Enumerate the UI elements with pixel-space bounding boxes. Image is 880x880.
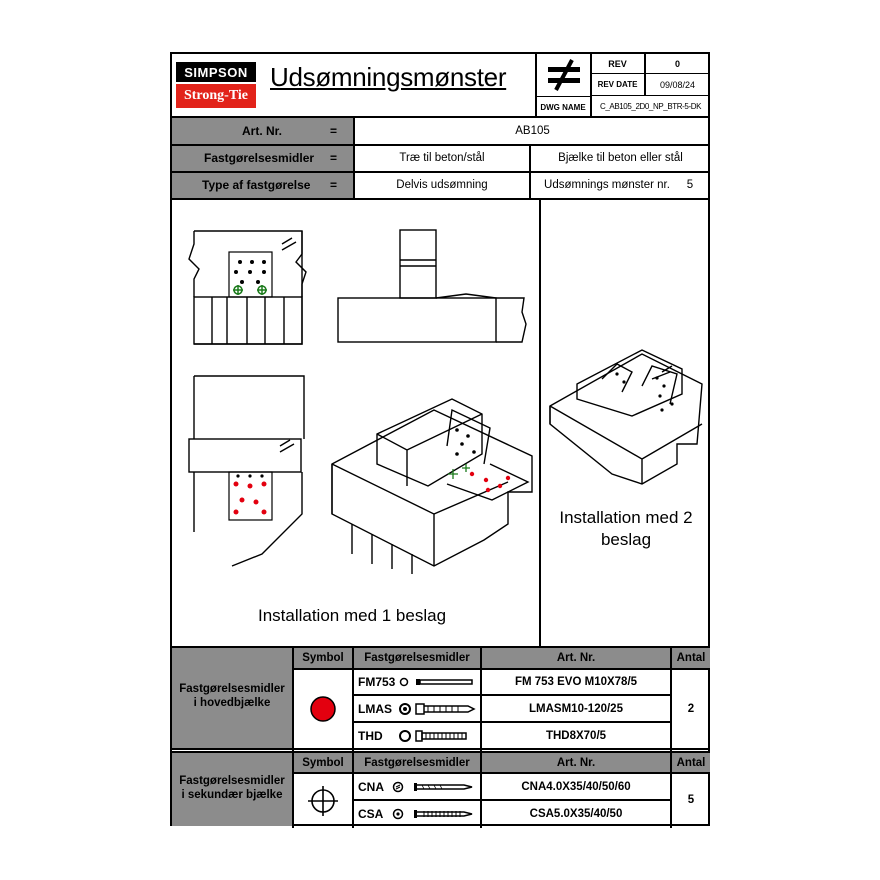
art-number: CNA4.0X35/40/50/60: [521, 780, 631, 793]
col-art: Art. Nr.: [556, 652, 596, 664]
caption-two-brackets-line2: beslag: [600, 530, 652, 549]
concrete-screw-icon: [398, 727, 476, 745]
fastener-code: CSA: [358, 806, 384, 821]
antal-secondary: 5: [687, 794, 695, 806]
fastener-code: LMAS: [358, 701, 392, 716]
rev-label: REV: [608, 58, 627, 69]
caption-one-bracket: Installation med 1 beslag: [257, 606, 447, 625]
pattern-number: 5: [686, 179, 694, 191]
bracket-holes: [234, 260, 266, 284]
pattern-label: Udsømnings mønster nr.: [544, 179, 670, 191]
nail-icon: [390, 778, 476, 796]
type-value: Delvis udsømning: [396, 179, 488, 191]
type-label: Type af fastgørelse: [202, 178, 311, 192]
red-dot-icon: [308, 694, 338, 724]
screw-anchor-icon: [398, 700, 476, 718]
col-symbol: Symbol: [302, 756, 344, 769]
art-nr-label: Art. Nr.: [242, 124, 283, 138]
art-number: THD8X70/5: [545, 729, 607, 742]
anchor-bolt-icon: [398, 674, 476, 690]
fastener-code: CNA: [358, 779, 384, 794]
col-symbol: Symbol: [302, 652, 344, 664]
equals-sign: =: [330, 151, 338, 165]
fastgorelse-right: Bjælke til beton eller stål: [558, 152, 683, 164]
wood-screw-icon: [390, 805, 476, 823]
art-number: LMASM10-120/25: [529, 702, 623, 715]
fastgorelse-left: Træ til beton/stål: [399, 152, 485, 164]
art-nr-value: AB105: [515, 125, 550, 137]
col-fasteners: Fastgørelsesmidler: [364, 652, 470, 664]
fastgorelse-label: Fastgørelsesmidler: [204, 151, 315, 165]
green-crosshair-icon: [306, 784, 340, 818]
secondary-group-label-1: Fastgørelsesmidler: [179, 775, 285, 787]
dwg-name-label: DWG NAME: [540, 102, 586, 112]
main-group-label-2: i hovedbjælke: [193, 697, 271, 709]
main-group-label-1: Fastgørelsesmidler: [179, 683, 285, 695]
col-fasteners: Fastgørelsesmidler: [364, 756, 470, 769]
rev-date-label: REV DATE: [597, 80, 638, 89]
col-antal: Antal: [676, 756, 706, 769]
col-antal: Antal: [676, 652, 706, 664]
art-number: FM 753 EVO M10X78/5: [514, 676, 638, 688]
dwg-name-value: C_AB105_2D0_NP_BTR-5-DK: [599, 101, 702, 111]
equals-sign: =: [330, 178, 338, 192]
rev-date-value: 09/08/24: [659, 79, 696, 90]
fastener-code: FM753: [358, 675, 396, 689]
antal-main: 2: [687, 703, 695, 715]
art-number: CSA5.0X35/40/50: [529, 807, 623, 820]
fastener-code: THD: [358, 728, 383, 743]
simpson-logo: SIMPSON: [176, 62, 256, 82]
rev-value: 0: [674, 58, 680, 69]
equals-sign: =: [330, 124, 338, 138]
caption-two-brackets-line1: Installation med 2: [559, 508, 693, 527]
col-art: Art. Nr.: [556, 756, 596, 769]
strong-tie-logo: Strong-Tie: [176, 84, 256, 108]
secondary-group-label-2: i sekundær bjælke: [181, 789, 283, 801]
technical-drawings: [172, 54, 710, 646]
page-title: Udsømningsmønster: [270, 62, 507, 92]
drawing-sheet: [170, 52, 710, 826]
